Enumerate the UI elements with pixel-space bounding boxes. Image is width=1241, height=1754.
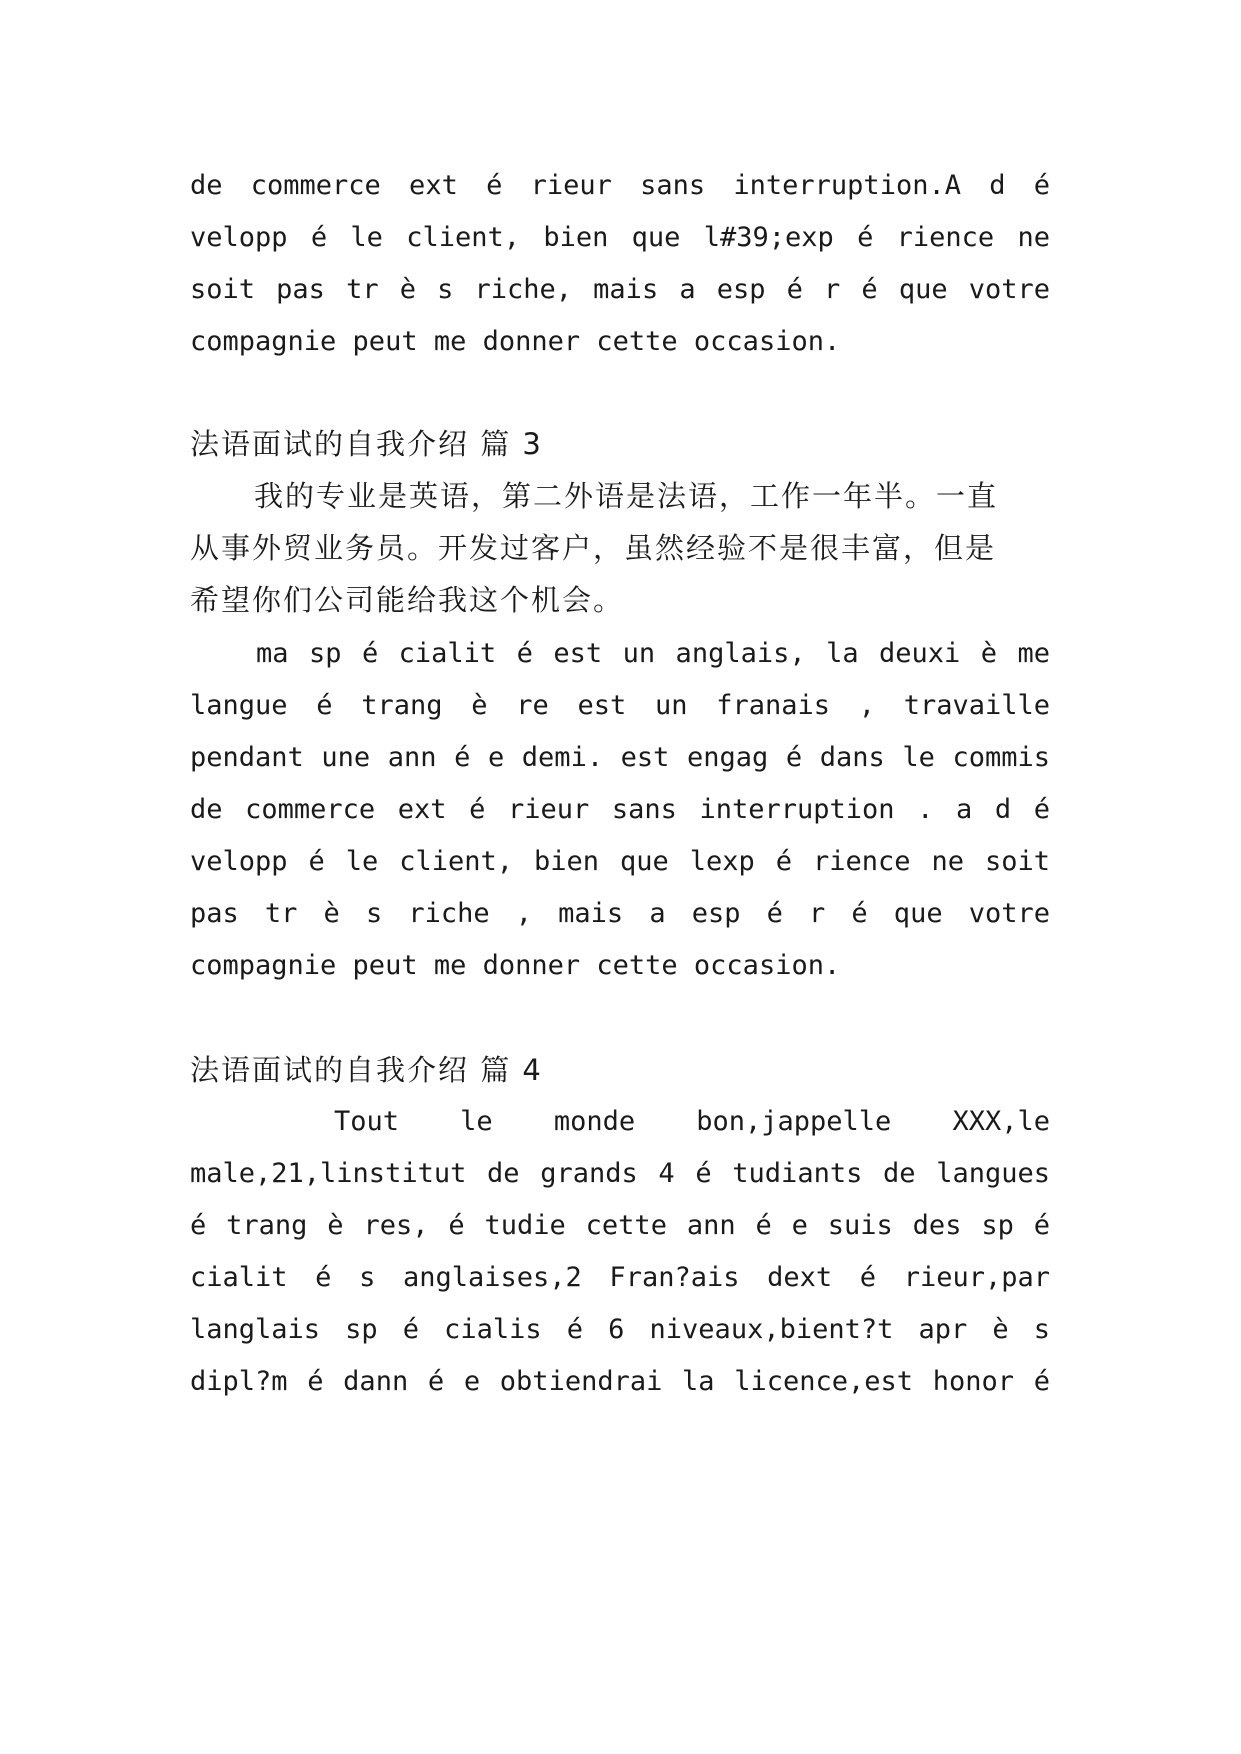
text-line: compagnie peut me donner cette occasion. (190, 950, 841, 981)
text-line: 我的专业是英语，第二外语是法语，工作一年半。一直 (254, 479, 999, 513)
section-heading: 法语面试的自我介绍 篇 3 (190, 427, 543, 461)
text-line: pendant une ann é e demi. est engag é dans le commis (190, 742, 1050, 773)
text-line: cialit é s anglaises,2 Fran?ais dext é rieur,par (190, 1262, 1050, 1293)
text-line: compagnie peut me donner cette occasion. (190, 326, 841, 357)
text-line: de commerce ext é rieur sans interruption . a d é (190, 794, 1050, 825)
text-line: de commerce ext é rieur sans interruption.A d é (190, 170, 1050, 201)
text-line: male,21,linstitut de grands 4 é tudiants de langues (190, 1158, 1050, 1189)
text-line: soit pas tr è s riche, mais a esp é r é que votre (190, 274, 1050, 305)
text-line: pas tr è s riche , mais a esp é r é que votre (190, 898, 1050, 929)
text-line: 希望你们公司能给我这个机会。 (190, 583, 625, 617)
text-line: dipl?m é dann é e obtiendrai la licence,est honor é (190, 1366, 1050, 1397)
text-line: langue é trang è re est un franais , travaille (190, 690, 1050, 721)
text-line: 从事外贸业务员。开发过客户，虽然经验不是很丰富，但是 (190, 531, 997, 565)
text-line: langlais sp é cialis é 6 niveaux,bient?t apr è s (190, 1314, 1050, 1345)
text-line: Tout le monde bon,jappelle XXX,le (334, 1106, 1050, 1137)
text-line: velopp é le client, bien que lexp é rience ne soit (190, 846, 1050, 877)
text-line: velopp é le client, bien que l#39;exp é rience ne (190, 222, 1050, 253)
section-heading: 法语面试的自我介绍 篇 4 (190, 1053, 543, 1087)
text-line: é trang è res, é tudie cette ann é e suis des sp é (190, 1210, 1050, 1241)
text-line: ma sp é cialit é est un anglais, la deuxi è me (256, 638, 1050, 669)
